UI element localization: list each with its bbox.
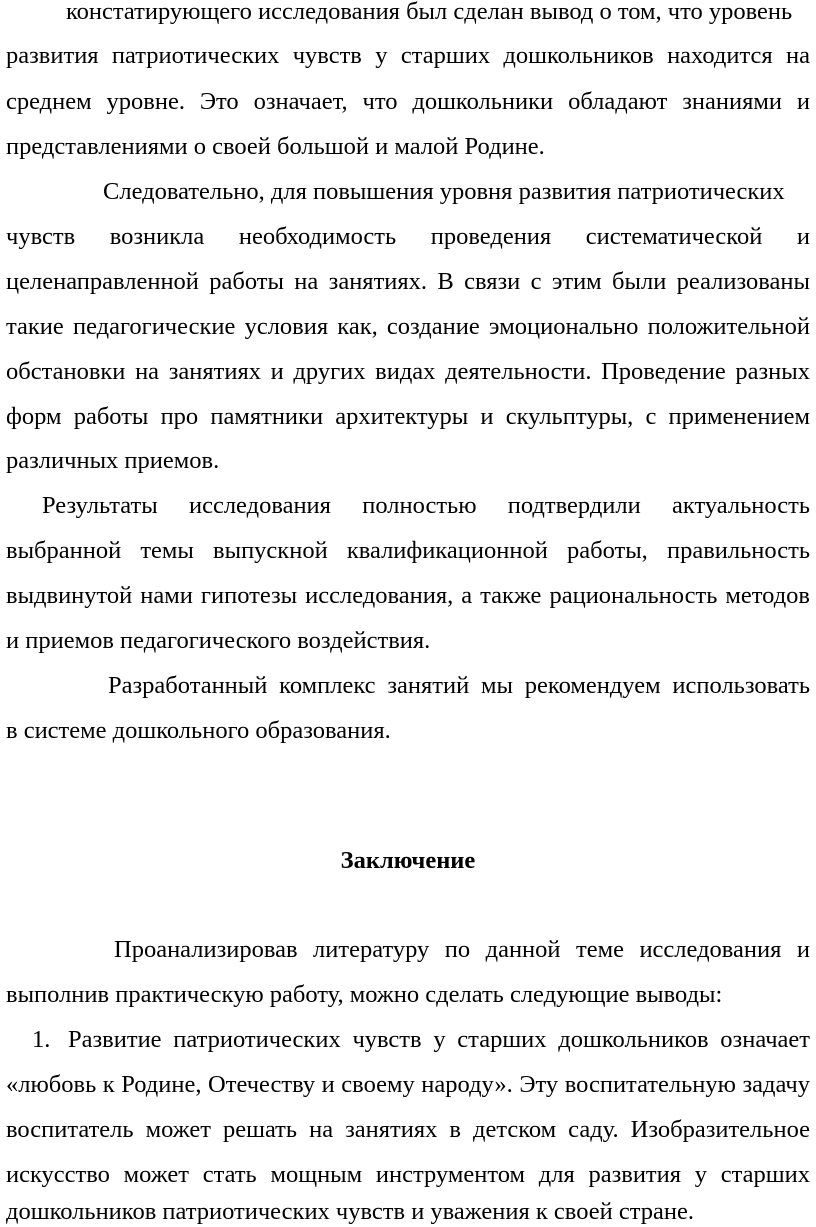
paragraph4-line-2: в системе дошкольного образования. <box>6 717 391 744</box>
paragraph1-line-2: развития патриотических чувств у старших дошкольников находится на <box>6 42 810 69</box>
paragraph3-line-4: и приемов педагогического воздействия. <box>6 627 431 654</box>
paragraph2-line-2: чувств возникла необходимость проведения систематической и <box>6 223 810 250</box>
paragraph3-line-2: выбранной темы выпускной квалификационной работы, правильность <box>6 537 810 564</box>
conclusion-heading: Заключение <box>340 847 476 874</box>
paragraph2-line-7: различных приемов. <box>6 447 220 474</box>
paragraph1-line-3: среднем уровне. Это означает, что дошкольники обладают знаниями и <box>6 88 810 115</box>
paragraph3-line-1: Результаты исследования полностью подтвердили актуальность <box>42 492 810 519</box>
list-item-line-1: Развитие патриотических чувств у старших дошкольников означает <box>68 1026 810 1053</box>
list-item-line-5: дошкольников патриотических чувств и уважения к своей стране. <box>6 1198 694 1225</box>
list-item-line-2: «любовь к Родине, Отечеству и своему народу». Эту воспитательную задачу <box>6 1071 810 1098</box>
paragraph2-line-4: такие педагогические условия как, создание эмоционально положительной <box>6 313 810 340</box>
paragraph2-line-1: Следовательно, для повышения уровня развития патриотических <box>103 178 785 205</box>
conclusion-intro-line-1: Проанализировав литературу по данной теме исследования и <box>114 936 810 963</box>
paragraph4-line-1: Разработанный комплекс занятий мы рекомендуем использовать <box>108 672 810 699</box>
paragraph1-line-4: представлениями о своей большой и малой Родине. <box>6 133 545 160</box>
paragraph2-line-5: обстановки на занятиях и других видах деятельности. Проведение разных <box>6 358 810 385</box>
paragraph2-line-6: форм работы про памятники архитектуры и скульптуры, с применением <box>6 403 810 430</box>
paragraph2-line-3: целенаправленной работы на занятиях. В связи с этим были реализованы <box>6 268 810 295</box>
conclusion-intro-line-2: выполнив практическую работу, можно сделать следующие выводы: <box>6 981 723 1008</box>
paragraph1-line-1: констатирующего исследования был сделан вывод о том, что уровень <box>66 0 793 25</box>
list-item-number: 1. <box>32 1026 51 1053</box>
list-item-line-4: искусство может стать мощным инструментом для развития у старших <box>6 1161 810 1188</box>
list-item-line-3: воспитатель может решать на занятиях в детском саду. Изобразительное <box>6 1116 810 1143</box>
paragraph3-line-3: выдвинутой нами гипотезы исследования, а также рациональность методов <box>6 582 810 609</box>
